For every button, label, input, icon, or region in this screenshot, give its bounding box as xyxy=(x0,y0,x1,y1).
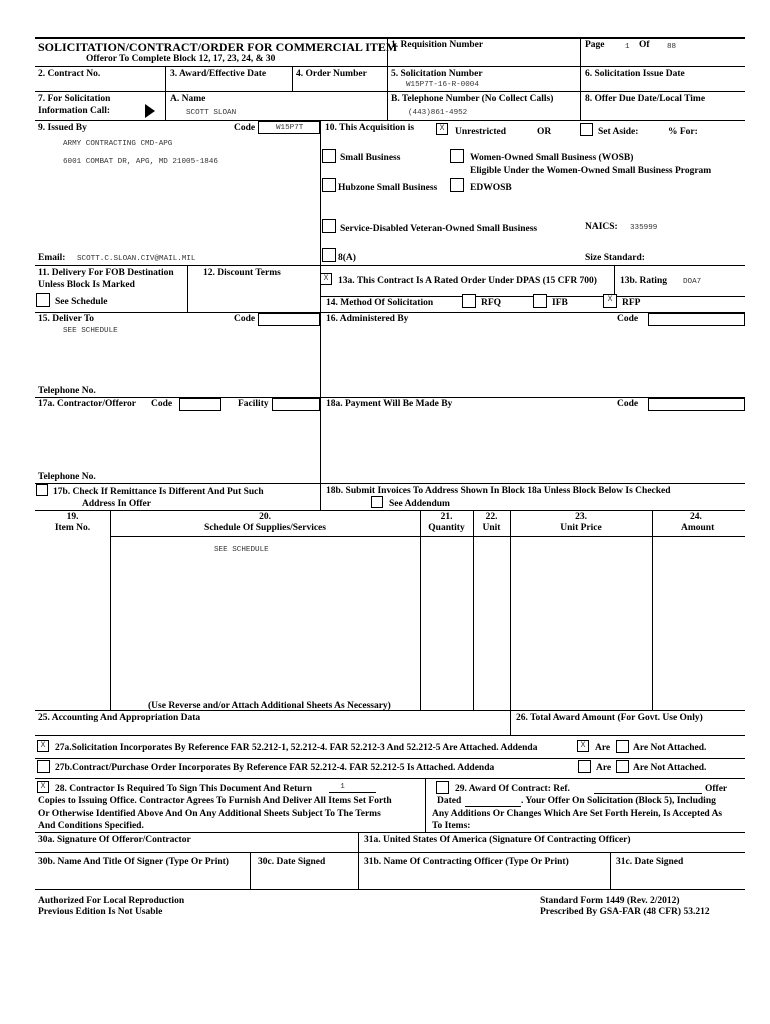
arrow-right-icon xyxy=(145,104,155,118)
name-label: A. Name xyxy=(170,94,206,104)
col19-header: Item No. xyxy=(54,523,91,533)
ifb-checkbox[interactable] xyxy=(533,294,547,308)
contractor-label: 17a. Contractor/Offeror xyxy=(38,399,136,409)
block28-line4: And Conditions Specified. xyxy=(38,821,144,831)
payment-code-field[interactable] xyxy=(648,398,745,411)
schedule-footer-note: (Use Reverse and/or Attach Additional Sheets As Necessary) xyxy=(148,701,391,711)
wosb-program-label: Eligible Under the Women-Owned Small Business Program xyxy=(470,166,712,176)
col20-header: Schedule Of Supplies/Services xyxy=(204,523,326,533)
rfq-label: RFQ xyxy=(481,298,502,308)
addenda-are-not-checkbox[interactable] xyxy=(616,740,629,753)
signature-offeror-label: 30a. Signature Of Offeror/Contractor xyxy=(38,835,191,845)
remittance-label: 17b. Check If Remittance Is Different And Put Such xyxy=(53,487,264,497)
acquisition-label: 10. This Acquisition is xyxy=(325,123,415,133)
rfq-checkbox[interactable] xyxy=(462,294,476,308)
addenda2-are-not-label: Are Not Attached. xyxy=(633,763,707,773)
naics-value[interactable]: 335999 xyxy=(630,224,658,232)
signature-officer-label: 31a. United States Of America (Signature Of Contracting Officer) xyxy=(364,835,631,845)
dated-field[interactable] xyxy=(465,796,521,807)
block29-checkbox[interactable] xyxy=(436,781,449,794)
email-label: Email: xyxy=(38,253,66,263)
deliver-to-code-field[interactable] xyxy=(258,313,320,326)
col19-number: 19. xyxy=(66,512,79,522)
email-value[interactable]: SCOTT.C.SLOAN.CIV@MAIL.MIL xyxy=(77,255,196,263)
issued-by-code-label: Code xyxy=(234,123,256,133)
requisition-number-label: 1. Requisition Number xyxy=(391,40,484,50)
form-subtitle: Offeror To Complete Block 12, 17, 23, 24, & 30 xyxy=(86,54,276,64)
block29-line1: 29. Award Of Contract: Ref. xyxy=(455,784,570,794)
copies-value: 1 xyxy=(340,783,345,791)
hubzone-label: Hubzone Small Business xyxy=(338,183,438,193)
rating-value[interactable]: DOA7 xyxy=(683,278,702,286)
or-label: OR xyxy=(537,127,552,137)
col23-header: Unit Price xyxy=(560,523,602,533)
addendum-checkbox[interactable] xyxy=(371,496,383,508)
issued-by-line2: 6001 COMBAT DR, APG, MD 21005-1846 xyxy=(63,158,218,166)
contractor-code-label: Code xyxy=(151,399,173,409)
block29-dated-label: Dated xyxy=(437,796,462,806)
percent-for-label: % For: xyxy=(668,127,698,137)
rating-label: 13b. Rating xyxy=(620,276,667,286)
unrestricted-label: Unrestricted xyxy=(455,127,507,137)
wosb-label: Women-Owned Small Business (WOSB) xyxy=(470,153,634,163)
contractor-telephone-label: Telephone No. xyxy=(38,472,96,482)
addenda2-are-label: Are xyxy=(596,763,612,773)
information-call-label: Information Call: xyxy=(38,106,111,116)
addenda-are-checkbox[interactable]: X xyxy=(577,740,589,752)
terms-27a-checkbox[interactable]: X xyxy=(37,740,49,752)
signer-name-label: 30b. Name And Title Of Signer (Type Or Print) xyxy=(38,857,229,867)
deliver-to-label: 15. Deliver To xyxy=(38,314,95,324)
for-solicitation-label: 7. For Solicitation xyxy=(38,94,111,104)
set-aside-label: Set Aside: xyxy=(598,127,639,137)
sdvosb-label: Service-Disabled Veteran-Owned Small Business xyxy=(340,224,538,234)
addenda-are-label: Are xyxy=(595,743,611,753)
block29-line3: Any Additions Or Changes Which Are Set Forth Herein, Is Accepted As xyxy=(432,809,723,819)
block28-line2: Copies to Issuing Office. Contractor Agrees To Furnish And Deliver All Items Set Forth xyxy=(38,796,392,806)
offer-due-date-label: 8. Offer Due Date/Local Time xyxy=(585,94,706,104)
eight-a-checkbox[interactable] xyxy=(322,248,336,262)
small-business-label: Small Business xyxy=(340,153,401,163)
payment-code-label: Code xyxy=(617,399,639,409)
see-schedule-label: See Schedule xyxy=(55,297,108,307)
administered-code-label: Code xyxy=(617,314,639,324)
size-standard-label: Size Standard: xyxy=(585,253,645,263)
set-aside-checkbox[interactable] xyxy=(580,123,593,136)
see-schedule-checkbox[interactable] xyxy=(36,293,50,307)
form-title: SOLICITATION/CONTRACT/ORDER FOR COMMERCIAL ITEM xyxy=(38,40,398,54)
terms-27a-label: 27a.Solicitation Incorporates By Reference FAR 52.212-1, 52.212-4. FAR 52.212-3 And 52.212-5 Are Attached. Addenda xyxy=(55,743,538,753)
footer-prescribed-by: Prescribed By GSA-FAR (48 CFR) 53.212 xyxy=(540,907,710,917)
footer-previous-edition: Previous Edition Is Not Usable xyxy=(38,907,163,917)
col20-number: 20. xyxy=(259,512,271,522)
facility-field[interactable] xyxy=(272,398,320,411)
submit-invoices-label: 18b. Submit Invoices To Address Shown In Block 18a Unless Block Below Is Checked xyxy=(326,486,671,496)
administered-by-label: 16. Administered By xyxy=(326,314,409,324)
fob-destination-label: 11. Delivery For FOB Destination xyxy=(38,268,174,278)
col22-number: 22. xyxy=(485,512,498,522)
officer-name-label: 31b. Name Of Contracting Officer (Type Or Print) xyxy=(364,857,569,867)
col21-header: Quantity xyxy=(428,523,465,533)
issued-by-code-field[interactable] xyxy=(258,121,320,134)
schedule-content: SEE SCHEDULE xyxy=(214,546,269,554)
contract-no-label: 2. Contract No. xyxy=(38,69,101,79)
unrestricted-checkbox[interactable]: X xyxy=(436,123,448,135)
issued-by-code-value: W15P7T xyxy=(276,124,304,132)
discount-terms-label: 12. Discount Terms xyxy=(203,268,281,278)
rated-order-checkbox[interactable]: X xyxy=(320,273,332,285)
issue-date-label: 6. Solicitation Issue Date xyxy=(585,69,685,79)
block28-line1: 28. Contractor Is Required To Sign This Document And Return xyxy=(55,784,313,794)
block28-checkbox[interactable]: X xyxy=(37,781,49,793)
footer-form-number: Standard Form 1449 (Rev. 2/2012) xyxy=(540,896,680,906)
solicitation-number-value[interactable]: W15P7T-16-R-0004 xyxy=(406,81,479,89)
edwosb-label: EDWOSB xyxy=(470,183,512,193)
footer-reproduction: Authorized For Local Reproduction xyxy=(38,896,185,906)
naics-label: NAICS: xyxy=(585,222,618,232)
col22-header: Unit xyxy=(482,523,501,533)
addenda-are-not-label: Are Not Attached. xyxy=(633,743,707,753)
col24-header: Amount xyxy=(681,523,715,533)
addenda2-are-checkbox[interactable] xyxy=(578,760,591,773)
deliver-to-value: SEE SCHEDULE xyxy=(63,327,118,335)
issued-by-label: 9. Issued By xyxy=(38,123,87,133)
telephone-value[interactable]: (443)861-4952 xyxy=(408,109,468,117)
block29-offer-label: Offer xyxy=(705,784,728,794)
administered-code-field[interactable] xyxy=(648,313,745,326)
award-ref-field[interactable] xyxy=(594,783,702,794)
of-label: Of xyxy=(639,40,650,50)
payment-by-label: 18a. Payment Will Be Made By xyxy=(326,399,453,409)
rated-order-label: 13a. This Contract Is A Rated Order Under DPAS (15 CFR 700) xyxy=(338,276,597,286)
issued-by-line1: ARMY CONTRACTING CMD-APG xyxy=(63,140,173,148)
method-label: 14. Method Of Solicitation xyxy=(326,298,434,308)
col24-number: 24. xyxy=(690,512,702,522)
wosb-checkbox[interactable] xyxy=(450,149,464,163)
deliver-to-telephone-label: Telephone No. xyxy=(38,386,96,396)
remittance-address-label: Address In Offer xyxy=(82,499,151,509)
order-number-label: 4. Order Number xyxy=(296,69,367,79)
fob-unless-label: Unless Block Is Marked xyxy=(38,280,135,290)
accounting-label: 25. Accounting And Appropriation Data xyxy=(38,713,201,723)
remittance-checkbox[interactable] xyxy=(36,484,48,496)
telephone-label: B. Telephone Number (No Collect Calls) xyxy=(391,94,554,104)
page-total: 88 xyxy=(667,43,677,51)
contractor-code-field[interactable] xyxy=(179,398,221,411)
rfp-label: RFP xyxy=(622,298,641,308)
block29-line4: To Items: xyxy=(432,821,471,831)
deliver-to-code-label: Code xyxy=(234,314,256,324)
sdvosb-checkbox[interactable] xyxy=(322,219,336,233)
terms-27b-checkbox[interactable] xyxy=(37,760,50,773)
edwosb-checkbox[interactable] xyxy=(450,178,464,192)
eight-a-label: 8(A) xyxy=(338,253,356,263)
small-business-checkbox[interactable] xyxy=(322,149,336,163)
addendum-label: See Addendum xyxy=(389,499,450,509)
addenda2-are-not-checkbox[interactable] xyxy=(616,760,629,773)
block29-line2: . Your Offer On Solicitation (Block 5), Including xyxy=(521,796,716,806)
signer-date-label: 30c. Date Signed xyxy=(258,857,326,867)
award-date-label: 3. Award/Effective Date xyxy=(170,69,267,79)
page-label: Page xyxy=(585,40,605,50)
hubzone-checkbox[interactable] xyxy=(322,178,336,192)
copies-field[interactable] xyxy=(329,782,376,793)
page-number: 1 xyxy=(625,43,630,51)
rfp-checkbox[interactable]: X xyxy=(603,294,617,308)
col23-number: 23. xyxy=(575,512,587,522)
solicitation-number-label: 5. Solicitation Number xyxy=(391,69,483,79)
col21-number: 21. xyxy=(440,512,453,522)
facility-label: Facility xyxy=(238,399,269,409)
total-award-label: 26. Total Award Amount (For Govt. Use Only) xyxy=(516,713,703,723)
block28-line3: Or Otherwise Identified Above And On Any Additional Sheets Subject To The Terms xyxy=(38,809,381,819)
ifb-label: IFB xyxy=(552,298,568,308)
contact-name-value[interactable]: SCOTT SLOAN xyxy=(186,109,237,117)
terms-27b-label: 27b.Contract/Purchase Order Incorporates By Reference FAR 52.212-4. FAR 52.212-5 Is Attached. Addenda xyxy=(55,763,495,773)
officer-date-label: 31c. Date Signed xyxy=(616,857,684,867)
